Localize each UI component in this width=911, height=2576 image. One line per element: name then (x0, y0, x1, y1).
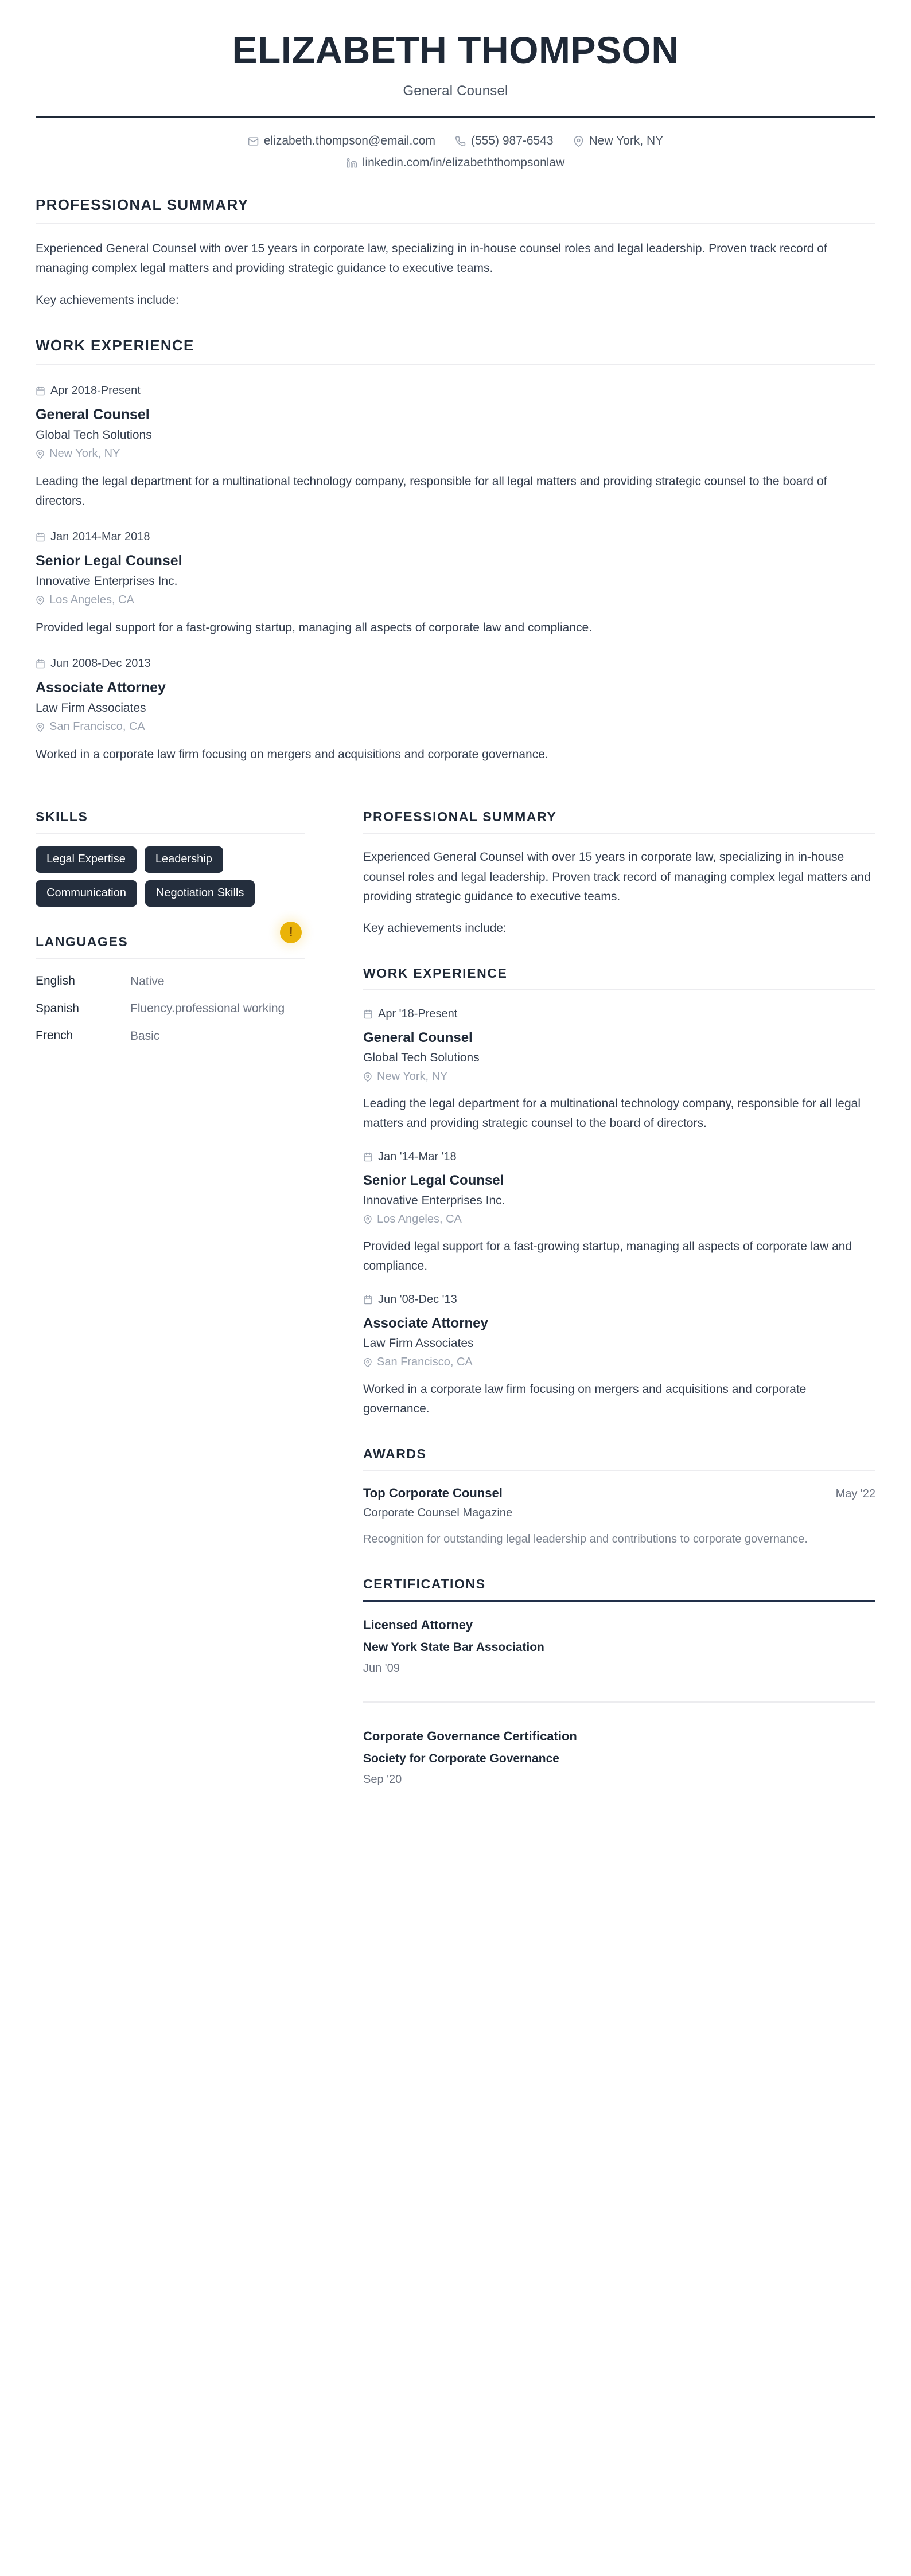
certifications-section (363, 1576, 875, 1786)
header-divider (36, 116, 875, 118)
job-company: Global Tech Solutions (363, 1051, 480, 1065)
job-description: Leading the legal department for a multinational technology company, responsible for all legal matters and providing strategic counsel to the board of directors. (363, 1097, 861, 1130)
job-location-row (36, 720, 875, 733)
award-organization: Corporate Counsel Magazine (363, 1506, 513, 1520)
map-pin-icon (363, 1358, 372, 1367)
job-date-row (36, 657, 875, 670)
awards-heading: AWARDS (363, 1446, 427, 1462)
contact-phone-text: (555) 987-6543 (470, 134, 554, 148)
contact-line-primary (36, 134, 875, 148)
language-level: Native (130, 974, 165, 988)
languages-section (36, 924, 305, 1045)
main-summary-paragraph-1: Experienced General Counsel with over 15 years in corporate law, specializing in in-house counsel roles and legal leadership. Proven track record of managing complex legal matters and providing strategic guidance to executive teams. (363, 850, 871, 904)
section-divider (363, 989, 875, 990)
language-row (36, 1027, 305, 1045)
section-divider (363, 1600, 875, 1602)
main-summary-section (363, 809, 875, 938)
section-divider (36, 223, 875, 224)
certification-date: Sep '20 (363, 1773, 402, 1786)
job-date-text: Jun '08-Dec '13 (378, 1293, 457, 1306)
award-description: Recognition for outstanding legal leadership and contributions to corporate governance. (363, 1533, 808, 1546)
section-divider (363, 833, 875, 834)
job-description: Worked in a corporate law firm focusing on mergers and acquisitions and corporate governance. (36, 748, 548, 762)
job-description: Leading the legal department for a multinational technology company, responsible for all legal matters and providing strategic counsel to the board of directors. (36, 475, 827, 508)
language-level: Basic (130, 1029, 160, 1043)
section-divider (36, 958, 305, 959)
contact-location-text: New York, NY (589, 134, 664, 148)
job-date-row (363, 1008, 875, 1021)
job-date-row (363, 1293, 875, 1306)
skills-tag-list (36, 846, 305, 906)
language-name: French (36, 1029, 73, 1043)
job-date-text: Jan '14-Mar '18 (378, 1150, 457, 1164)
job-location-row (363, 1213, 875, 1226)
job-location-text: New York, NY (49, 447, 120, 460)
main-work-section (363, 966, 875, 1419)
contact-block (36, 134, 875, 170)
main-summary-paragraph-2: Key achievements include: (363, 921, 507, 935)
top-work-heading: WORK EXPERIENCE (36, 337, 194, 354)
page-title: ELIZABETH THOMPSON (232, 29, 679, 71)
header-job-title: General Counsel (403, 83, 508, 99)
job-role: Senior Legal Counsel (363, 1173, 504, 1189)
award-header-row (363, 1486, 875, 1501)
languages-list (36, 973, 305, 1045)
job-location-text: Los Angeles, CA (377, 1213, 462, 1226)
certification-organization: Society for Corporate Governance (363, 1751, 559, 1765)
resume-two-column-section (0, 809, 911, 1809)
contact-line-secondary (36, 156, 875, 170)
skill-tag[interactable]: Legal Expertise (36, 846, 137, 873)
job-description: Provided legal support for a fast-growing startup, managing all aspects of corporate law and compliance. (36, 621, 593, 635)
top-summary-heading: PROFESSIONAL SUMMARY (36, 196, 249, 214)
map-pin-icon (573, 136, 584, 147)
skills-section (36, 809, 305, 906)
skill-tag[interactable]: Leadership (145, 846, 223, 873)
job-date-text: Jan 2014-Mar 2018 (50, 530, 150, 544)
linkedin-icon (347, 158, 357, 169)
certification-entry (363, 1618, 875, 1675)
job-description: Provided legal support for a fast-growing startup, managing all aspects of corporate law and compliance. (363, 1240, 852, 1273)
languages-heading: LANGUAGES (36, 934, 129, 949)
award-entry (363, 1486, 875, 1548)
calendar-icon (36, 532, 45, 542)
resume-main-column (334, 809, 875, 1809)
calendar-icon (36, 386, 45, 396)
job-entry (36, 530, 875, 638)
job-entry (363, 1008, 875, 1133)
job-date-row (363, 1150, 875, 1164)
calendar-icon (36, 659, 45, 669)
section-divider (363, 1470, 875, 1471)
section-divider (36, 364, 875, 365)
map-pin-icon (36, 450, 45, 459)
main-summary-heading: PROFESSIONAL SUMMARY (363, 809, 557, 825)
job-company: Innovative Enterprises Inc. (36, 575, 178, 588)
envelope-icon (248, 136, 259, 147)
map-pin-icon (363, 1072, 372, 1082)
contact-email[interactable] (248, 134, 435, 148)
top-work-section (36, 337, 875, 764)
certification-date: Jun '09 (363, 1661, 400, 1675)
certification-entry (363, 1701, 875, 1786)
resume-sidebar (36, 809, 334, 1054)
contact-location (573, 134, 664, 148)
language-level: Fluency.professional working (130, 1002, 285, 1016)
job-date-text: Apr 2018-Present (50, 384, 141, 397)
job-description: Worked in a corporate law firm focusing on mergers and acquisitions and corporate governance. (363, 1383, 807, 1416)
contact-linkedin-text: linkedin.com/in/elizabeththompsonlaw (362, 156, 565, 170)
job-entry (36, 657, 875, 764)
calendar-icon (363, 1152, 373, 1162)
warning-badge-icon[interactable]: ! (280, 922, 302, 943)
job-location-text: New York, NY (377, 1070, 448, 1083)
job-entry (363, 1150, 875, 1276)
calendar-icon (363, 1295, 373, 1305)
job-role: General Counsel (363, 1030, 473, 1046)
contact-linkedin[interactable] (347, 156, 565, 170)
award-date: May '22 (835, 1488, 875, 1501)
job-role: Associate Attorney (36, 680, 166, 696)
section-divider (36, 833, 305, 834)
map-pin-icon (36, 596, 45, 605)
skill-tag[interactable]: Communication (36, 880, 137, 907)
job-date-text: Apr '18-Present (378, 1008, 458, 1021)
job-company: Global Tech Solutions (36, 428, 152, 442)
job-role: Senior Legal Counsel (36, 553, 182, 569)
job-role: General Counsel (36, 407, 150, 423)
job-company: Law Firm Associates (363, 1337, 474, 1351)
certification-title: Corporate Governance Certification (363, 1728, 577, 1743)
job-location-row (36, 447, 875, 460)
bottom-spacer (363, 1786, 875, 1809)
awards-section (363, 1446, 875, 1548)
job-date-text: Jun 2008-Dec 2013 (50, 657, 151, 670)
job-location-text: Los Angeles, CA (49, 594, 134, 607)
top-summary-section (36, 196, 875, 310)
main-work-heading: WORK EXPERIENCE (363, 966, 508, 981)
language-row (36, 973, 305, 991)
job-location-row (363, 1356, 875, 1369)
contact-email-text: elizabeth.thompson@email.com (263, 134, 435, 148)
job-company: Innovative Enterprises Inc. (363, 1194, 505, 1208)
job-location-text: San Francisco, CA (377, 1356, 473, 1369)
top-summary-paragraph-1: Experienced General Counsel with over 15 years in corporate law, specializing in in-house counsel roles and legal leadership. Proven track record of managing complex legal matters and providing strategic guidance to executive teams. (36, 242, 827, 275)
map-pin-icon (36, 723, 45, 732)
calendar-icon (363, 1009, 373, 1019)
phone-icon (455, 136, 466, 147)
language-name: Spanish (36, 1001, 79, 1015)
map-pin-icon (363, 1215, 372, 1224)
job-location-row (363, 1070, 875, 1083)
job-entry (36, 384, 875, 511)
job-date-row (36, 530, 875, 544)
resume-top-section (0, 0, 911, 764)
top-summary-paragraph-2: Key achievements include: (36, 294, 179, 307)
certification-organization: New York State Bar Association (363, 1640, 544, 1654)
job-role: Associate Attorney (363, 1316, 488, 1332)
certification-title: Licensed Attorney (363, 1617, 473, 1632)
job-date-row (36, 384, 875, 397)
skill-tag[interactable]: Negotiation Skills (145, 880, 255, 907)
resume-header (36, 0, 875, 170)
language-row (36, 1000, 305, 1018)
contact-phone[interactable] (455, 134, 554, 148)
skills-heading: SKILLS (36, 809, 88, 825)
job-location-row (36, 594, 875, 607)
award-title: Top Corporate Counsel (363, 1486, 503, 1501)
job-entry (363, 1293, 875, 1419)
language-name: English (36, 974, 75, 988)
certifications-heading: CERTIFICATIONS (363, 1576, 486, 1591)
job-location-text: San Francisco, CA (49, 720, 145, 733)
job-company: Law Firm Associates (36, 701, 146, 715)
